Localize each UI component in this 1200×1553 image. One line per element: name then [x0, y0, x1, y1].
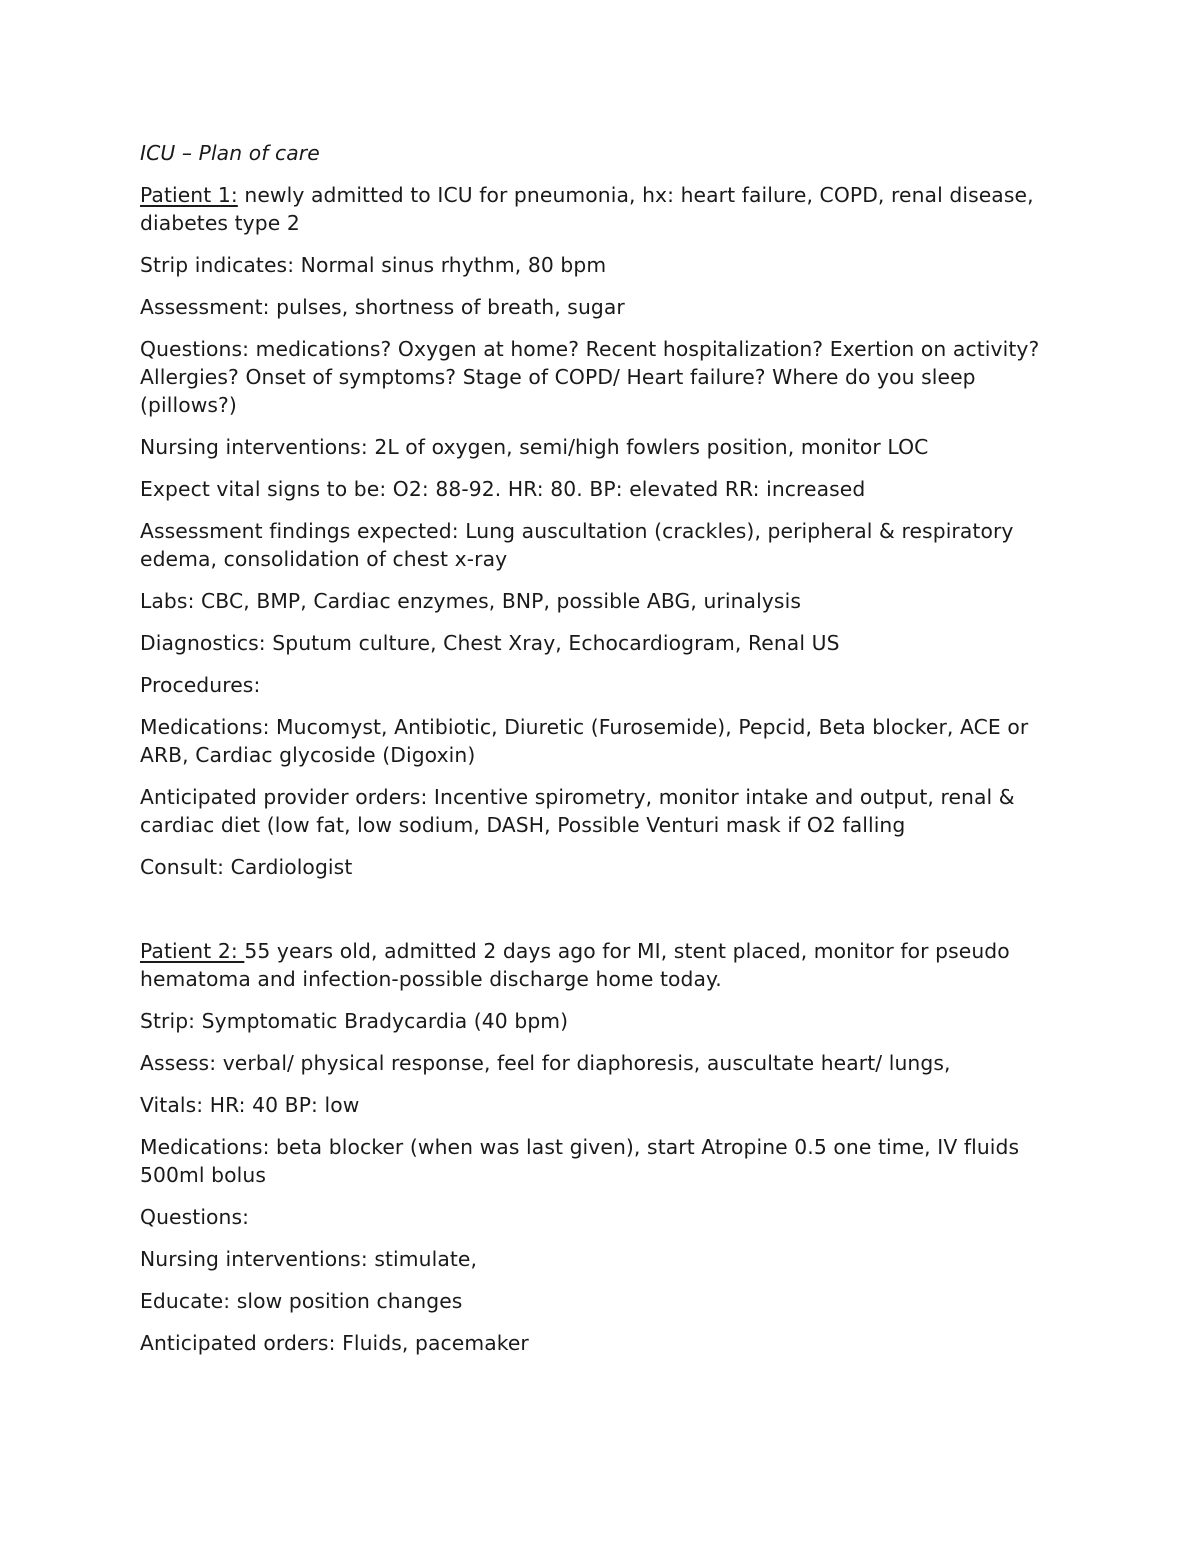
patient-2-medications: Medications: beta blocker (when was last given), start Atropine 0.5 one time, IV fluids 500ml bolus	[140, 1135, 1020, 1187]
patient-1-strip: Strip indicates: Normal sinus rhythm, 80 bpm	[140, 253, 607, 277]
patient-1-assessment-findings: Assessment findings expected: Lung auscultation (crackles), peripheral & respiratory edema, consolidation of chest x-ray	[140, 519, 1014, 571]
patient-2-educate: Educate: slow position changes	[140, 1289, 463, 1313]
patient-1-labs: Labs: CBC, BMP, Cardiac enzymes, BNP, possible ABG, urinalysis	[140, 589, 801, 613]
patient-1-questions: Questions: medications? Oxygen at home? Recent hospitalization? Exertion on activity? Allergies? Onset of symptoms? Stage of COPD/ Heart failure? Where do you sleep (pillows?)	[140, 337, 1040, 417]
patient-1-consult: Consult: Cardiologist	[140, 855, 353, 879]
patient-1-nursing-interventions: Nursing interventions: 2L of oxygen, semi/high fowlers position, monitor LOC	[140, 435, 929, 459]
patient-2-assess: Assess: verbal/ physical response, feel for diaphoresis, auscultate heart/ lungs,	[140, 1051, 951, 1075]
patient-1-diagnostics: Diagnostics: Sputum culture, Chest Xray, Echocardiogram, Renal US	[140, 631, 840, 655]
patient-1-provider-orders: Anticipated provider orders: Incentive spirometry, monitor intake and output, renal & cardiac diet (low fat, low sodium, DASH, Possible Venturi mask if O2 falling	[140, 785, 1015, 837]
document-page	[140, 139, 1070, 1371]
patient-2-nursing-interventions: Nursing interventions: stimulate,	[140, 1247, 478, 1271]
section-spacer	[140, 895, 1070, 937]
patient-1-medications: Medications: Mucomyst, Antibiotic, Diuretic (Furosemide), Pepcid, Beta blocker, ACE or ARB, Cardiac glycoside (Digoxin)	[140, 715, 1029, 767]
patient-2-strip: Strip: Symptomatic Bradycardia (40 bpm)	[140, 1009, 569, 1033]
patient-2-vitals: Vitals: HR: 40 BP: low	[140, 1093, 360, 1117]
patient-2-anticipated-orders: Anticipated orders: Fluids, pacemaker	[140, 1331, 529, 1355]
patient-2-questions: Questions:	[140, 1205, 250, 1229]
patient-2-intro	[140, 937, 1070, 993]
patient-1-intro-text: newly admitted to ICU for pneumonia, hx: heart failure, COPD, renal disease, diabetes type 2	[140, 183, 1034, 235]
patient-1-label: Patient 1:	[140, 183, 238, 207]
patient-1-procedures: Procedures:	[140, 673, 261, 697]
patient-1-assessment: Assessment: pulses, shortness of breath, sugar	[140, 295, 625, 319]
patient-2-intro-text: 55 years old, admitted 2 days ago for MI, stent placed, monitor for pseudo hematoma and infection-possible discharge home today.	[140, 939, 1010, 991]
patient-2-label: Patient 2:	[140, 939, 245, 963]
document-title: ICU – Plan of care	[140, 141, 320, 165]
patient-1-intro	[140, 181, 1070, 237]
patient-1-expected-vitals: Expect vital signs to be: O2: 88-92. HR: 80. BP: elevated RR: increased	[140, 477, 866, 501]
